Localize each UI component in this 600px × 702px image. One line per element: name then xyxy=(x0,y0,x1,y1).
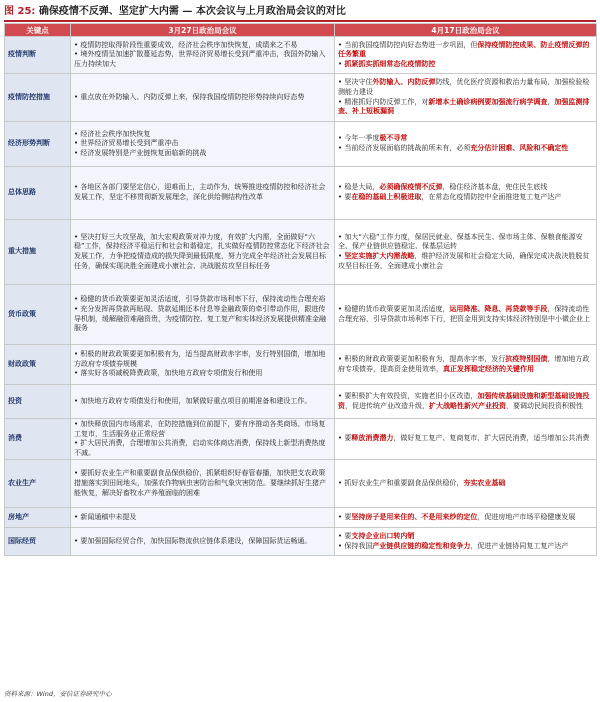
figure-title xyxy=(4,3,346,20)
bullet-text: • 稳健的货币政策要更加灵活适度，引导贷款市场利率下行，保持流动性合理充裕 xyxy=(74,295,326,304)
bullet-point xyxy=(338,392,593,411)
bullet-text: • 各地区各部门要坚定信心，迎难而上，主动作为，统筹推进疫情防控和经济社会发展工作，坚定不移贯彻新发展理念，深化供给侧结构性改革 xyxy=(74,183,326,201)
bullet-point xyxy=(338,193,593,203)
figure-number: 图 25: xyxy=(4,6,36,17)
march-cell xyxy=(71,122,335,167)
april-cell xyxy=(335,74,597,122)
highlighted-text: 运用降准、降息、再贷款等手段 xyxy=(449,304,548,313)
april-cell xyxy=(335,419,597,460)
bullet-text: • 世界经济贸易增长受到严重冲击 xyxy=(74,139,179,148)
bullet-point xyxy=(74,369,331,379)
table-row xyxy=(5,74,597,122)
bullet-point xyxy=(74,50,331,69)
highlighted-text: 扩大战略性新兴产业投资 xyxy=(429,401,506,410)
bullet-text: ，促进传统产业改造升级， xyxy=(345,401,429,410)
row-key: 总体思路 xyxy=(5,167,71,220)
bullet-text: ，在常态化疫情防控中全面推进复工复产达产 xyxy=(421,193,562,201)
bullet-text: ，增加地方政府专项债券，提高资金使用效率， xyxy=(338,354,590,373)
april-cell xyxy=(335,220,597,285)
march-cell xyxy=(71,460,335,508)
header-key: 关键点 xyxy=(5,24,71,37)
bullet-text: • 经济社会秩序加快恢复 xyxy=(74,129,151,138)
bullet-point xyxy=(74,420,331,439)
highlighted-text: 坚持房子是用来住的、不是用来炒的定位 xyxy=(351,513,478,522)
table-row xyxy=(5,285,597,345)
bullet-point xyxy=(74,139,331,149)
bullet-text: • 当前经济发展面临的挑战前所未有，必须 xyxy=(338,144,471,152)
bullet-text: • 要 xyxy=(338,513,352,522)
bullet-text: • 当前我国疫情防控向好态势进一步巩固，但 xyxy=(338,40,478,49)
bullet-point xyxy=(74,93,331,103)
highlighted-text: 抓紧抓实抓细常态化疫情防控 xyxy=(344,59,436,68)
bullet-point xyxy=(338,513,593,523)
row-key: 财政政策 xyxy=(5,345,71,385)
march-cell xyxy=(71,345,335,385)
bullet-text: • 稳健的货币政策要更加灵活适度， xyxy=(338,304,450,313)
table-row xyxy=(5,460,597,508)
bullet-text: • 加大“六稳”工作力度，保居民就业、保基本民生、保市场主体、保粮食能源安全、保产业链供应链稳定、保基层运转 xyxy=(338,232,583,251)
bullet-point xyxy=(74,397,331,407)
row-key: 重大措施 xyxy=(5,220,71,285)
bullet-text: • 坚决守住 xyxy=(338,78,373,87)
bullet-text: • 稳是大局， xyxy=(338,183,380,192)
bullet-text: ，维护经济发展和社会稳定大局，确保完成决战决胜脱贫攻坚目标任务，全面建成小康社会 xyxy=(338,252,590,270)
bullet-text: ，要调动民间投资积极性 xyxy=(506,401,583,410)
title-rule xyxy=(4,20,596,22)
bullet-point xyxy=(338,434,593,444)
table-row xyxy=(5,37,597,74)
figure-title-text: 确保疫情不反弹、坚定扩大内需 — 本次会议与上月政治局会议的对比 xyxy=(38,6,346,17)
row-key: 房地产 xyxy=(5,508,71,528)
bullet-text: • 要 xyxy=(338,193,352,201)
bullet-text: • 经济发展特别是产业链恢复面临新的挑战 xyxy=(74,148,207,157)
bullet-text: • xyxy=(338,59,345,68)
highlighted-text: 在稳的基础上积极进取 xyxy=(351,193,422,201)
bullet-text: ，做好复工复产、复商复市，扩大居民消费，适当增加公共消费 xyxy=(393,434,590,443)
bullet-text: • 要抓好农业生产和重要副食品保供稳价，抓紧组织好春管春播，加快把支农政策措施落实到田间地头，加强农作物病虫害防治和气象灾害防范。要继续抓好生猪产能恢复，解决好畜牧水产养殖面临的困难 xyxy=(74,469,326,497)
bullet-point xyxy=(338,542,593,552)
bullet-point xyxy=(338,78,593,97)
bullet-point xyxy=(74,295,331,305)
april-cell xyxy=(335,122,597,167)
highlighted-text: 充分估计困难、风险和不确定性 xyxy=(470,144,569,152)
highlighted-text: 坚定实施扩大内需战略 xyxy=(344,252,415,260)
april-cell xyxy=(335,167,597,220)
table-header-row xyxy=(5,24,597,37)
bullet-point xyxy=(74,350,331,369)
march-cell xyxy=(71,220,335,285)
bullet-text: • 新闻通稿中未提及 xyxy=(74,513,137,522)
bullet-text: ，保持流动性合理充裕，引导贷款市场利率下行，把资金用到支持实体经济特别是中小微企业上 xyxy=(338,304,590,323)
bullet-point xyxy=(338,183,593,193)
bullet-text: • 坚决打好三大攻坚战，加大宏观政策对冲力度，有效扩大内需，全面做好“六稳”工作，保持经济平稳运行和社会和谐稳定，扎实做好疫情防控常态化下经济社会发展工作，力争把疫情造成的损失降到最低限度，努力完成全年经济社会发展目标任务，确保实现决胜全面建成小康社会、决战脱贫攻坚目标任务 xyxy=(74,232,330,270)
bullet-point xyxy=(74,439,331,458)
bullet-text: ， xyxy=(547,97,555,106)
highlighted-text: 加强监测排查、补上短板漏洞 xyxy=(338,97,590,116)
bullet-text: • 今年一季度 xyxy=(338,134,380,143)
march-cell xyxy=(71,167,335,220)
table-row xyxy=(5,385,597,419)
table-row xyxy=(5,508,597,528)
table-row xyxy=(5,122,597,167)
bullet-text: • 加快地方政府专项债发行和使用，加紧做好重点项目前期准备和建设工作。 xyxy=(74,396,312,405)
bullet-point xyxy=(74,513,331,523)
row-key: 农业生产 xyxy=(5,460,71,508)
row-key: 经济形势判断 xyxy=(5,122,71,167)
row-key: 国际经贸 xyxy=(5,528,71,556)
highlighted-text: 产业链供应链的稳定性和竞争力 xyxy=(372,541,471,550)
highlighted-text: 加强传统基础设施和新型基础设施投资 xyxy=(338,391,590,410)
bullet-point xyxy=(74,149,331,159)
table-row xyxy=(5,220,597,285)
march-cell xyxy=(71,285,335,345)
bullet-point xyxy=(338,305,593,324)
highlighted-text: 外防输入、内防反弹 xyxy=(372,78,436,87)
april-cell xyxy=(335,345,597,385)
table-row xyxy=(5,528,597,556)
row-key: 货币政策 xyxy=(5,285,71,345)
table-row xyxy=(5,419,597,460)
header-march-meeting: 3月27日政治局会议 xyxy=(71,24,335,37)
bullet-text: • 充分发挥再贷款再贴现、贷款延期还本付息等金融政策的牵引带动作用，跟进传导机制，缓解融资难融资贵，为疫情防控、复工复产和实体经济发展提供精准金融服务 xyxy=(74,304,326,333)
march-cell xyxy=(71,419,335,460)
bullet-point xyxy=(338,252,593,271)
bullet-point xyxy=(338,532,593,542)
bullet-text: • 要积极扩大有效投资，实施老旧小区改造， xyxy=(338,391,478,400)
march-cell xyxy=(71,385,335,419)
bullet-text: ，促进房地产市场平稳健康发展 xyxy=(477,513,576,522)
april-cell xyxy=(335,508,597,528)
bullet-text: • 要 xyxy=(338,434,352,443)
table-row xyxy=(5,167,597,220)
bullet-text: • 加快释放国内市场需求，在防控措施到位前提下，要有序推动各类商场、市场复工复市，生活服务业正常经营 xyxy=(74,420,326,438)
bullet-text: • 积极的财政政策要更加积极有为，适当提高财政赤字率，发行特别国债，增加地方政府专项债券规模 xyxy=(74,350,326,368)
row-key: 疫情判断 xyxy=(5,37,71,74)
april-cell xyxy=(335,37,597,74)
bullet-text: • 落实好各项减税降费政策，加快地方政府专项债发行和使用 xyxy=(74,369,263,378)
bullet-point xyxy=(74,130,331,140)
highlighted-text: 极不寻常 xyxy=(379,134,408,143)
source-note: 资料来源：Wind，安信证券研究中心 xyxy=(4,690,112,698)
highlighted-text: 真正发挥稳定经济的关键作用 xyxy=(443,364,534,373)
bullet-point xyxy=(74,41,331,51)
bullet-point xyxy=(338,355,593,374)
bullet-point xyxy=(338,98,593,117)
bullet-point xyxy=(74,469,331,498)
april-cell xyxy=(335,528,597,556)
bullet-point xyxy=(338,233,593,252)
bullet-text: • 要 xyxy=(338,532,352,541)
highlighted-text: 新增本土确诊病例要加强流行病学调查 xyxy=(428,97,548,106)
bullet-point xyxy=(338,144,593,154)
bullet-text: • 扩大居民消费，合理增加公共消费，启动实体商店消费，保持线上新型消费热度不减。 xyxy=(74,439,326,457)
bullet-point xyxy=(338,134,593,144)
bullet-point xyxy=(338,60,593,70)
highlighted-text: 保持疫情防控成果、防止疫情反弹的任务繁重 xyxy=(338,40,590,59)
bullet-point xyxy=(74,183,331,202)
bullet-point xyxy=(74,537,331,547)
bullet-text: • 精准抓好内防反弹工作，对 xyxy=(338,97,429,106)
april-cell xyxy=(335,385,597,419)
april-cell xyxy=(335,285,597,345)
bullet-text: • xyxy=(338,252,345,260)
header-april-meeting: 4月17日政治局会议 xyxy=(335,24,597,37)
row-key: 投资 xyxy=(5,385,71,419)
bullet-text: ，促进产业链协同复工复产达产 xyxy=(470,541,569,550)
bullet-text: • 疫情防控取得阶段性重要成效，经济社会秩序加快恢复，成绩来之不易 xyxy=(74,40,298,49)
bullet-text: • 积极的财政政策要更加积极有为，提高赤字率，发行 xyxy=(338,354,506,363)
table-row xyxy=(5,345,597,385)
bullet-text: • 重点放在外防输入、内防反弹上来，保持我国疫情防控形势持续向好态势 xyxy=(74,92,305,101)
bullet-text: • 抓好农业生产和重要副食品保供稳价， xyxy=(338,479,464,488)
march-cell xyxy=(71,37,335,74)
comparison-table xyxy=(4,23,597,556)
march-cell xyxy=(71,74,335,122)
highlighted-text: 支持企业出口转内销 xyxy=(351,532,415,541)
highlighted-text: 夯实农业基础 xyxy=(463,479,506,488)
bullet-text: • 要加强国际经贸合作，加快国际物流供应链体系建设，保障国际货运畅通。 xyxy=(74,537,312,546)
highlighted-text: 抗疫特别国债 xyxy=(505,354,548,363)
bullet-text: • 保持我国 xyxy=(338,541,373,550)
row-key: 疫情防控措施 xyxy=(5,74,71,122)
march-cell xyxy=(71,508,335,528)
bullet-point xyxy=(74,305,331,334)
march-cell xyxy=(71,528,335,556)
april-cell xyxy=(335,460,597,508)
bullet-point xyxy=(338,479,593,489)
bullet-text: 防线，优化医疗资源和救治力量布局，加强检验检测能力建设 xyxy=(338,78,590,96)
highlighted-text: 必须确保疫情不反弹 xyxy=(379,183,443,192)
highlighted-text: 释放消费潜力 xyxy=(351,434,394,443)
row-key: 消费 xyxy=(5,419,71,460)
bullet-text: • 境外疫情呈加速扩散蔓延态势，世界经济贸易增长受到严重冲击，我国外防输入压力持续加大 xyxy=(74,50,326,68)
bullet-point xyxy=(74,233,331,271)
bullet-text: ，稳住经济基本盘，兜住民生底线 xyxy=(442,183,548,192)
bullet-point xyxy=(338,41,593,60)
